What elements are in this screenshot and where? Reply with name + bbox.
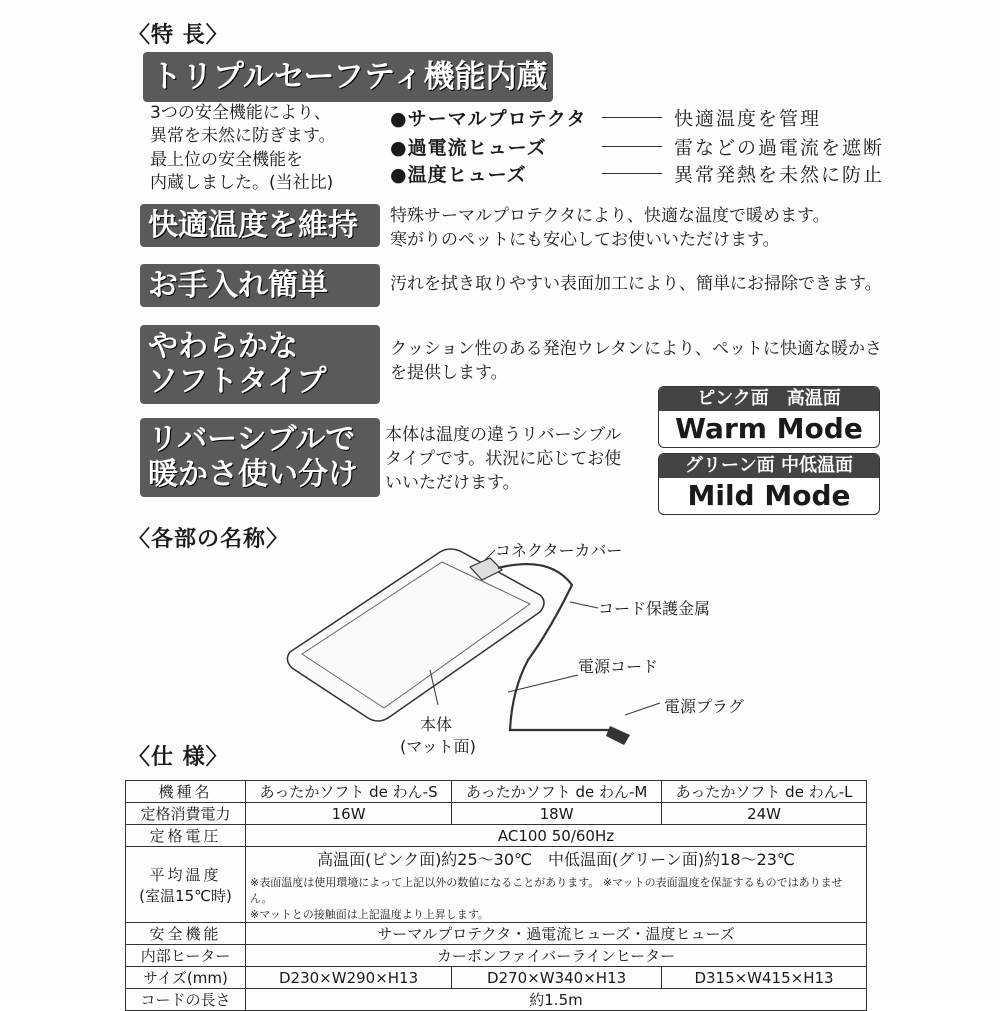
mode-label: ピンク面 高温面 bbox=[659, 387, 879, 411]
spec-cell: サーマルプロテクタ・過電流ヒューズ・温度ヒューズ bbox=[246, 923, 867, 945]
text-line: 汚れを拭き取りやすい表面加工により、簡単にお掃除できます。 bbox=[390, 274, 882, 294]
spec-cell: あったかソフト de わん-L bbox=[662, 781, 867, 803]
feature-desc: 快適温度を管理 bbox=[674, 108, 822, 130]
spec-cell: カーボンファイバーラインヒーター bbox=[246, 945, 867, 967]
headline-triple-safety: トリプルセーフティ機能内蔵 bbox=[143, 52, 553, 102]
label-power-plug: 電源プラグ bbox=[664, 697, 745, 716]
spec-header bbox=[126, 847, 246, 923]
spec-cell: 16W bbox=[246, 803, 452, 825]
spec-header: 定格消費電力 bbox=[126, 803, 246, 825]
safety-feature-row bbox=[390, 104, 821, 131]
banner-text bbox=[390, 338, 882, 386]
label-power-cord: 電源コード bbox=[578, 657, 659, 676]
banner-reversible bbox=[140, 418, 380, 497]
banner-line: やわらかな bbox=[148, 329, 298, 364]
spec-header: 内部ヒーター bbox=[126, 945, 246, 967]
spec-header: 定格電圧 bbox=[126, 825, 246, 847]
safety-feature-row bbox=[390, 133, 884, 160]
banner-text bbox=[390, 205, 830, 253]
temp-range-text: 高温面(ピンク面)約25〜30℃ 中低温面(グリーン面)約18〜23℃ bbox=[317, 850, 795, 869]
spec-cell: あったかソフト de わん-S bbox=[246, 781, 452, 803]
spec-cell: 約1.5m bbox=[246, 989, 867, 1011]
banner-comfort-temp: 快適温度を維持 bbox=[140, 204, 380, 247]
table-row bbox=[126, 967, 867, 989]
table-row bbox=[126, 803, 867, 825]
banner-soft-type bbox=[140, 325, 380, 404]
text-line: 特殊サーマルプロテクタにより、快適な温度で暖めます。 bbox=[390, 206, 830, 226]
feature-desc: 異常発熱を未然に防止 bbox=[674, 164, 885, 186]
spec-table bbox=[125, 780, 867, 1011]
label-cord-metal: コード保護金属 bbox=[598, 599, 711, 618]
intro-line: 3つの安全機能により、 bbox=[150, 103, 331, 123]
spec-cell: あったかソフト de わん-M bbox=[452, 781, 662, 803]
spec-cell: D315×W415×H13 bbox=[662, 967, 867, 989]
safety-intro bbox=[150, 102, 336, 196]
spec-header: 安全機能 bbox=[126, 923, 246, 945]
spec-cell: 24W bbox=[662, 803, 867, 825]
mat-body-drawing bbox=[287, 549, 630, 745]
feature-name: ●サーマルプロテクタ bbox=[390, 108, 587, 130]
banner-easy-care: お手入れ簡単 bbox=[140, 264, 380, 307]
warm-mode-box bbox=[658, 386, 880, 448]
spec-cell: AC100 50/60Hz bbox=[246, 825, 867, 847]
spec-header: コードの長さ bbox=[126, 989, 246, 1011]
table-row bbox=[126, 781, 867, 803]
mode-label: グリーン面 中低温面 bbox=[659, 454, 879, 478]
table-row bbox=[126, 923, 867, 945]
temp-note: ※マットとの接触面は上記温度より上昇します。 bbox=[250, 908, 489, 921]
spec-cell: D270×W340×H13 bbox=[452, 967, 662, 989]
intro-line: 内蔵しました。(当社比) bbox=[150, 173, 334, 194]
section-title-parts: 〈各部の名称〉 bbox=[128, 527, 290, 552]
banner-line: リバーシブルで bbox=[148, 422, 356, 457]
text-line: クッション性のある発泡ウレタンにより、ペットに快適な暖かさ bbox=[390, 339, 882, 359]
feature-name: ●過電流ヒューズ bbox=[390, 137, 547, 159]
safety-feature-row bbox=[390, 160, 884, 187]
banner-text bbox=[385, 424, 621, 495]
section-title-spec: 〈仕 様〉 bbox=[128, 745, 229, 770]
dash-divider bbox=[602, 146, 662, 147]
feature-desc: 雷などの過電流を遮断 bbox=[674, 137, 885, 159]
label-connector-cover: コネクターカバー bbox=[495, 541, 623, 560]
banner-text bbox=[390, 273, 882, 297]
spec-cell: D230×W290×H13 bbox=[246, 967, 452, 989]
spec-cell: 18W bbox=[452, 803, 662, 825]
spec-header: 機種名 bbox=[126, 781, 246, 803]
intro-line: 最上位の安全機能を bbox=[150, 149, 303, 170]
mild-mode-box bbox=[658, 453, 880, 515]
label-body: 本体 bbox=[420, 715, 453, 734]
dash-divider bbox=[602, 173, 662, 174]
label-body-sub: (マット面) bbox=[400, 737, 476, 756]
spec-header: サイズ(mm) bbox=[126, 967, 246, 989]
text-line: 本体は温度の違うリバーシブル bbox=[385, 425, 622, 445]
text-line: いいただけます。 bbox=[385, 472, 520, 493]
table-row bbox=[126, 847, 867, 923]
feature-name: ●温度ヒューズ bbox=[390, 164, 527, 186]
spec-cell bbox=[246, 847, 867, 923]
text-line: 寒がりのペットにも安心してお使いいただけます。 bbox=[390, 229, 780, 250]
spec-header-line: (室温15℃時) bbox=[139, 886, 232, 905]
section-title-features: 〈特 長〉 bbox=[128, 23, 229, 48]
intro-line: 異常を未然に防ぎます。 bbox=[150, 126, 336, 147]
banner-line: ソフトタイプ bbox=[148, 364, 327, 400]
banner-line: 暖かさ使い分け bbox=[148, 457, 358, 493]
mode-name: Mild Mode bbox=[687, 479, 851, 512]
dash-divider bbox=[602, 117, 662, 118]
temp-note: ※表面温度は使用環境によって上記以外の数値になることがあります。 ※マットの表面温度を保証するものではありません。 bbox=[250, 876, 843, 905]
text-line: タイプです。状況に応じてお使 bbox=[385, 448, 622, 469]
spec-header-line: 平均温度 bbox=[149, 865, 222, 884]
table-row bbox=[126, 825, 867, 847]
table-row bbox=[126, 945, 867, 967]
text-line: を提供します。 bbox=[390, 362, 508, 383]
mode-name: Warm Mode bbox=[675, 412, 863, 445]
